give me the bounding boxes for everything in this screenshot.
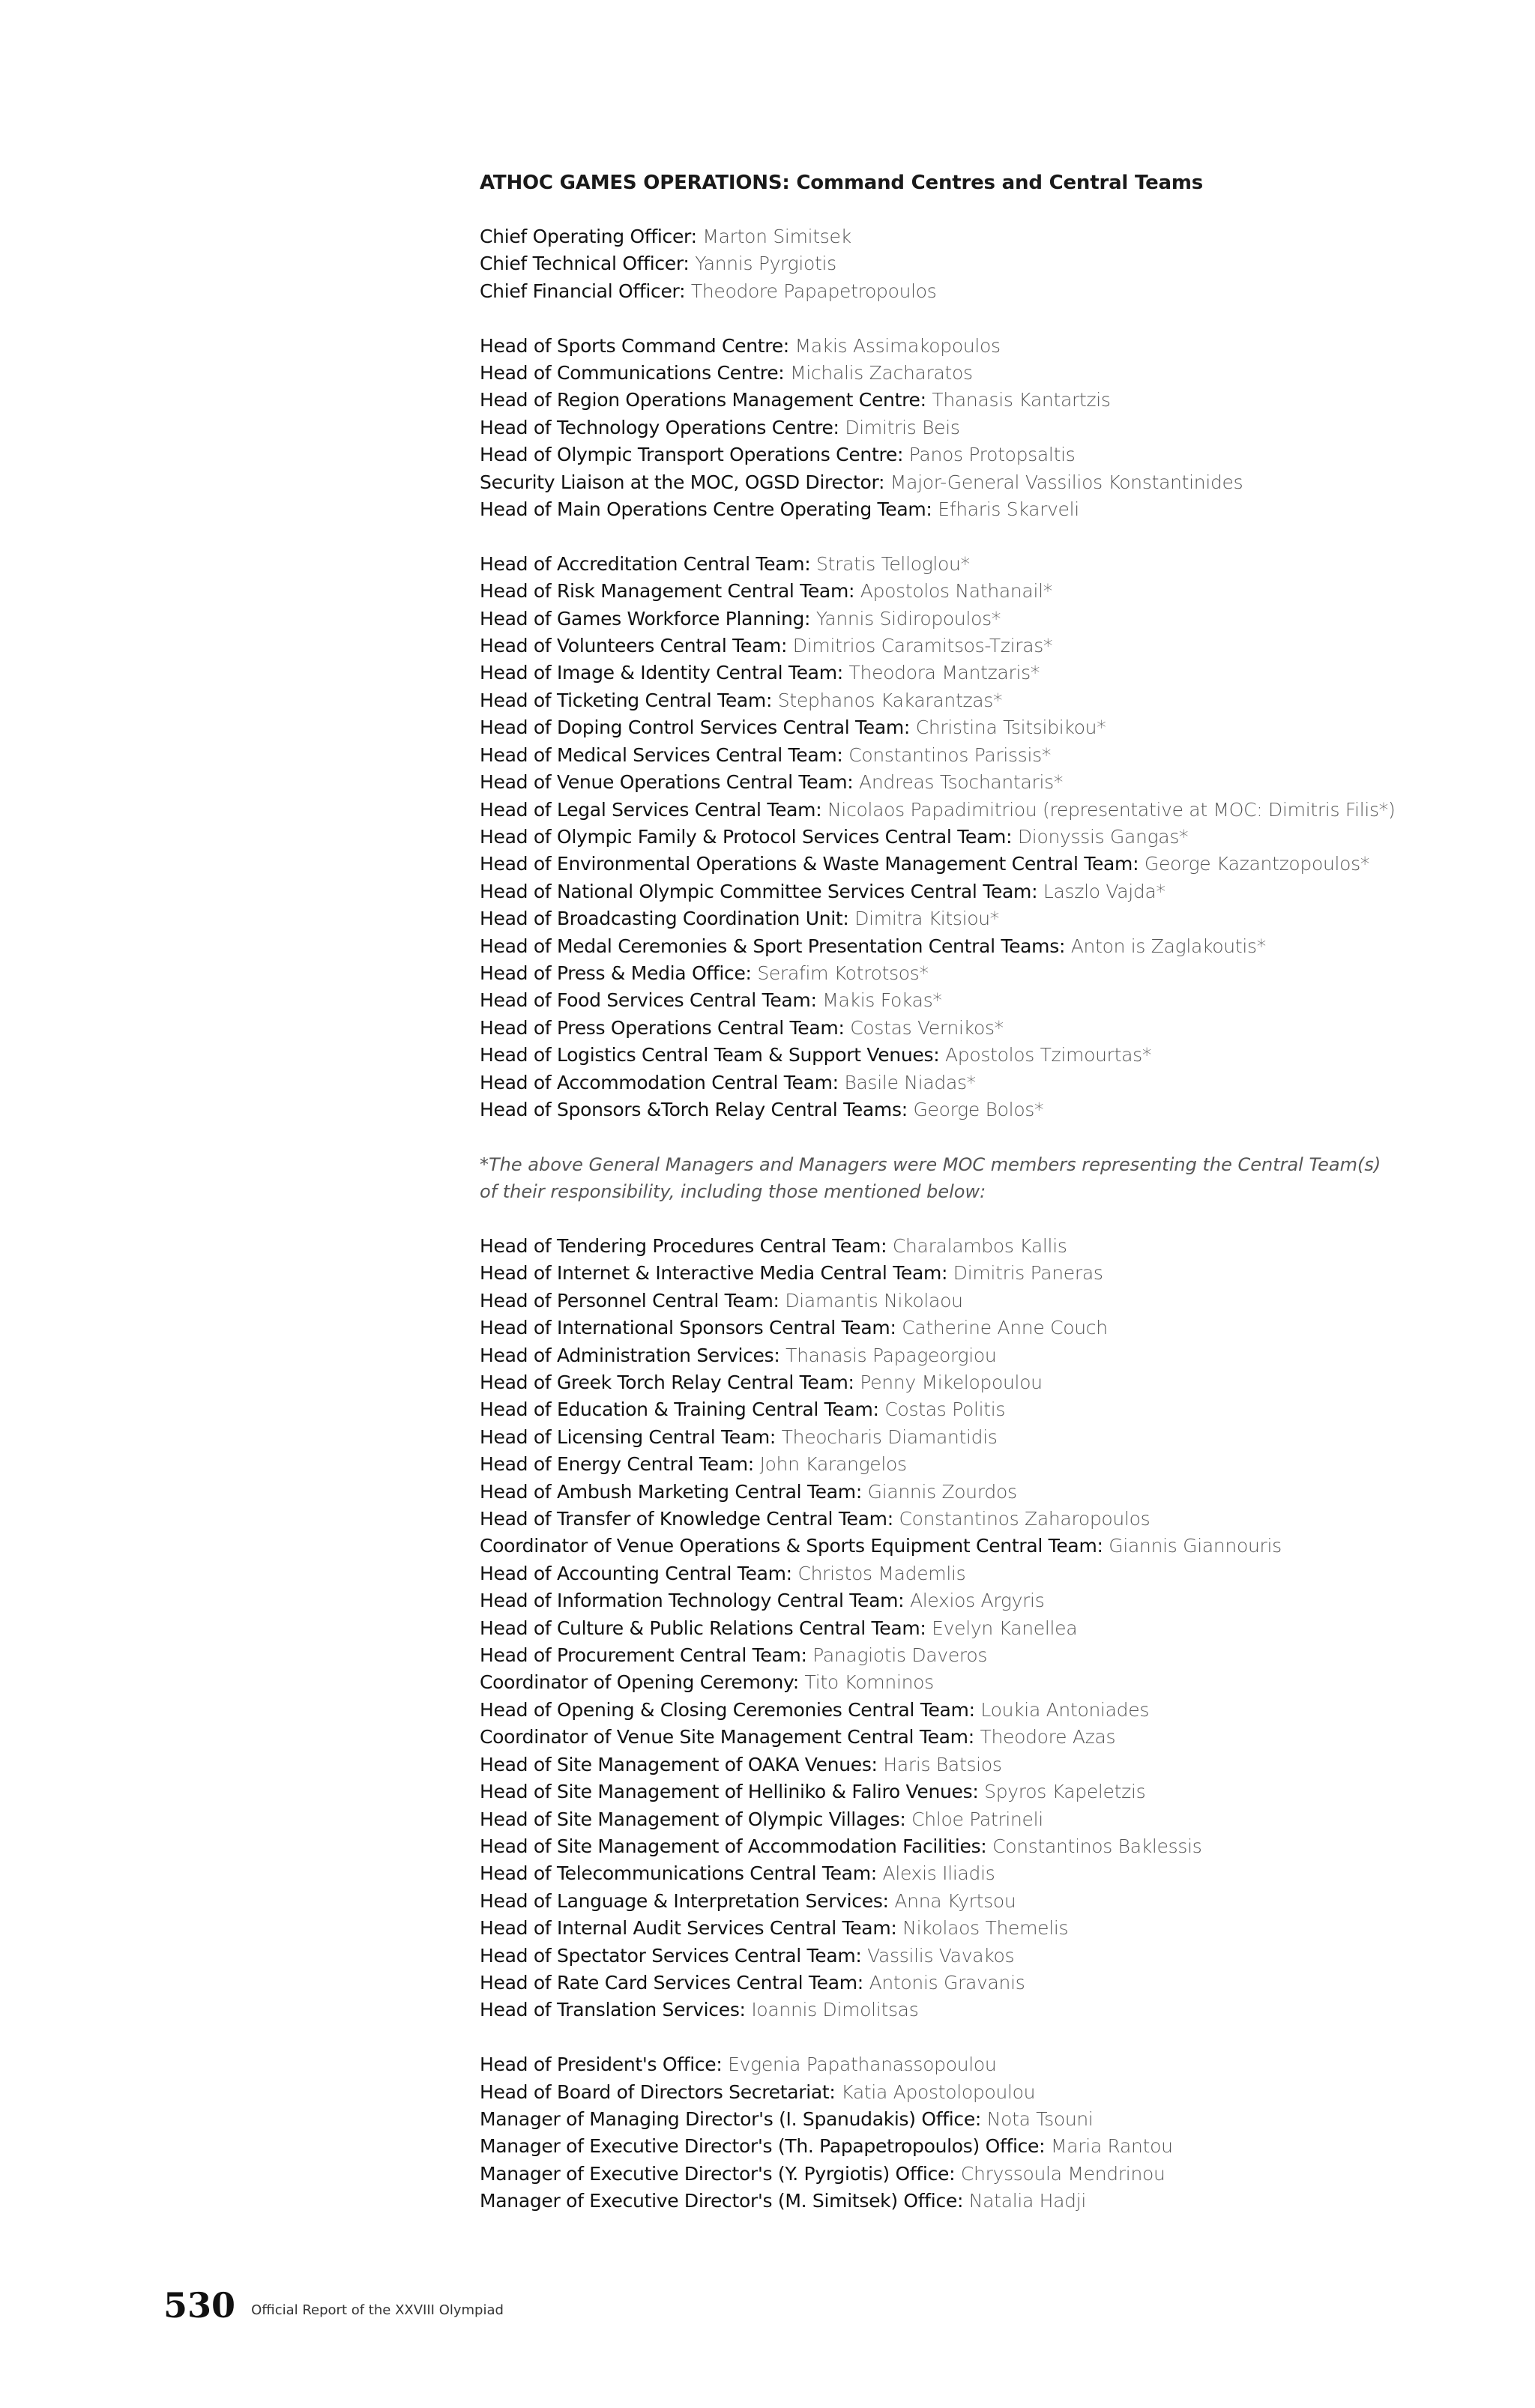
staff-entry bbox=[480, 2079, 1469, 2106]
staff-entry bbox=[480, 1233, 1469, 1260]
staff-role: Head of Culture & Public Relations Central Team: bbox=[480, 1617, 926, 1639]
staff-role: Head of Language & Interpretation Services: bbox=[480, 1889, 889, 1912]
staff-role: Head of Licensing Central Team: bbox=[480, 1425, 776, 1448]
staff-role: Security Liaison at the MOC, OGSD Director: bbox=[480, 471, 885, 493]
staff-role: Head of Site Management of Accommodation Facilities: bbox=[480, 1835, 987, 1857]
page-number: 530 bbox=[163, 2285, 236, 2326]
staff-name: Constantinos Zaharopoulos bbox=[899, 1508, 1151, 1530]
staff-role: Head of Communications Centre: bbox=[480, 362, 785, 384]
staff-entry bbox=[480, 1288, 1469, 1315]
staff-entry bbox=[480, 551, 1469, 578]
staff-role: Head of Ambush Marketing Central Team: bbox=[480, 1480, 862, 1503]
staff-entry bbox=[480, 660, 1469, 687]
staff-group bbox=[480, 223, 1469, 305]
staff-name: Christina Tsitsibikou* bbox=[915, 716, 1106, 739]
staff-name: Stephanos Kakarantzas* bbox=[777, 689, 1003, 711]
staff-name: Dionyssis Gangas* bbox=[1017, 825, 1189, 848]
staff-name: Evelyn Kanellea bbox=[932, 1617, 1078, 1639]
footnote-text: *The above General Managers and Managers were MOC members representing the Central Team(s) of their responsibility, including those mentioned below: bbox=[480, 1153, 1381, 1203]
staff-entry bbox=[480, 223, 1469, 250]
page-footer bbox=[163, 2283, 504, 2328]
staff-entry bbox=[480, 2188, 1469, 2215]
staff-name: Yannis Pyrgiotis bbox=[695, 253, 836, 275]
staff-role: Head of Image & Identity Central Team: bbox=[480, 662, 843, 684]
staff-entry bbox=[480, 1042, 1469, 1069]
staff-name: Serafim Kotrotsos* bbox=[757, 962, 929, 984]
staff-entry bbox=[480, 1669, 1469, 1696]
staff-entry bbox=[480, 278, 1469, 305]
staff-name: Alexios Argyris bbox=[909, 1590, 1045, 1612]
staff-name: Makis Assimakopoulos bbox=[794, 334, 1001, 357]
staff-name: Makis Fokas* bbox=[822, 989, 942, 1012]
staff-role: Head of Greek Torch Relay Central Team: bbox=[480, 1372, 854, 1393]
staff-role: Head of Internal Audit Services Central Team: bbox=[480, 1917, 897, 1940]
staff-name: Thanasis Kantartzis bbox=[932, 389, 1111, 411]
staff-name: Tito Komninos bbox=[804, 1671, 934, 1694]
staff-role: Head of Accreditation Central Team: bbox=[480, 552, 811, 575]
staff-name: Laszlo Vajda* bbox=[1043, 880, 1165, 902]
document-body bbox=[480, 169, 1469, 2242]
staff-entry bbox=[480, 578, 1469, 605]
staff-entry bbox=[480, 769, 1469, 796]
staff-role: Head of Sponsors &Torch Relay Central Teams: bbox=[480, 1098, 908, 1120]
staff-role: Head of Spectator Services Central Team: bbox=[480, 1944, 862, 1967]
staff-name: Costas Vernikos* bbox=[850, 1016, 1004, 1039]
staff-role: Head of Energy Central Team: bbox=[480, 1453, 754, 1476]
staff-entry bbox=[480, 1342, 1469, 1369]
staff-role: Head of Accommodation Central Team: bbox=[480, 1071, 839, 1093]
staff-name: Nikolaos Themelis bbox=[902, 1917, 1069, 1940]
staff-entry bbox=[480, 1069, 1469, 1096]
staff-name: Panagiotis Daveros bbox=[812, 1644, 988, 1667]
staff-role: Head of Information Technology Central Team: bbox=[480, 1590, 905, 1612]
staff-name: Costas Politis bbox=[884, 1398, 1006, 1421]
staff-name: Maria Rantou bbox=[1050, 2135, 1173, 2158]
staff-entry bbox=[480, 633, 1469, 660]
staff-role: Head of Olympic Family & Protocol Services Central Team: bbox=[480, 825, 1013, 848]
staff-role: Chief Financial Officer: bbox=[480, 280, 686, 302]
staff-group bbox=[480, 333, 1469, 524]
staff-name: Marton Simitsek bbox=[702, 226, 851, 247]
staff-role: Head of Translation Services: bbox=[480, 1999, 746, 2021]
staff-role: Head of Logistics Central Team & Support Venues: bbox=[480, 1044, 940, 1066]
staff-role: Head of Sports Command Centre: bbox=[480, 334, 789, 357]
staff-role: Head of Board of Directors Secretariat: bbox=[480, 2080, 836, 2103]
staff-role: Head of Site Management of Olympic Villages: bbox=[480, 1808, 906, 1830]
staff-role: Head of Press Operations Central Team: bbox=[480, 1016, 845, 1039]
staff-name: Panos Protopsaltis bbox=[908, 444, 1076, 466]
staff-entry bbox=[480, 2133, 1469, 2160]
staff-entry bbox=[480, 469, 1469, 496]
staff-role: Head of Site Management of OAKA Venues: bbox=[480, 1753, 878, 1775]
staff-entry bbox=[480, 1724, 1469, 1751]
staff-role: Coordinator of Venue Operations & Sports Equipment Central Team: bbox=[480, 1535, 1103, 1557]
staff-entry bbox=[480, 250, 1469, 277]
staff-name: Michalis Zacharatos bbox=[790, 362, 973, 384]
staff-role: Head of Ticketing Central Team: bbox=[480, 689, 773, 711]
staff-role: Coordinator of Opening Ceremony: bbox=[480, 1671, 799, 1694]
staff-entry bbox=[480, 1970, 1469, 1997]
staff-role: Head of Opening & Closing Ceremonies Central Team: bbox=[480, 1698, 975, 1721]
staff-name: Chryssoula Mendrinou bbox=[960, 2162, 1165, 2185]
staff-role: Manager of Executive Director's (Th. Papapetropoulos) Office: bbox=[480, 2135, 1046, 2158]
staff-entry bbox=[480, 1096, 1469, 1123]
staff-role: Head of Venue Operations Central Team: bbox=[480, 771, 854, 794]
staff-role: Head of President's Office: bbox=[480, 2054, 723, 2076]
staff-role: Head of Tendering Procedures Central Team: bbox=[480, 1234, 887, 1257]
staff-name: Penny Mikelopoulou bbox=[860, 1372, 1043, 1393]
staff-entry bbox=[480, 1506, 1469, 1533]
staff-role: Manager of Managing Director's (I. Spanudakis) Office: bbox=[480, 2107, 982, 2130]
staff-name: Major-General Vassilios Konstantinides bbox=[890, 471, 1243, 493]
staff-role: Head of National Olympic Committee Services Central Team: bbox=[480, 880, 1038, 902]
staff-name: Evgenia Papathanassopoulou bbox=[728, 2054, 997, 2076]
staff-name: Antonis Gravanis bbox=[869, 1971, 1025, 1994]
staff-role: Manager of Executive Director's (M. Simitsek) Office: bbox=[480, 2190, 964, 2212]
staff-role: Head of Telecommunications Central Team: bbox=[480, 1862, 877, 1885]
staff-entry bbox=[480, 1778, 1469, 1805]
staff-role: Chief Operating Officer: bbox=[480, 226, 697, 247]
staff-name: Dimitrios Caramitsos-Tziras* bbox=[792, 635, 1053, 657]
staff-entry bbox=[480, 851, 1469, 878]
staff-entry bbox=[480, 987, 1469, 1014]
staff-entry bbox=[480, 1533, 1469, 1560]
staff-role: Head of Medal Ceremonies & Sport Presentation Central Teams: bbox=[480, 935, 1066, 957]
staff-entry bbox=[480, 960, 1469, 987]
staff-name: Natalia Hadji bbox=[968, 2190, 1087, 2212]
staff-role: Head of Environmental Operations & Waste Management Central Team: bbox=[480, 853, 1139, 875]
staff-entry bbox=[480, 414, 1469, 441]
staff-entry bbox=[480, 1888, 1469, 1915]
staff-role: Head of Personnel Central Team: bbox=[480, 1289, 779, 1312]
staff-role: Head of Procurement Central Team: bbox=[480, 1644, 807, 1667]
staff-name: Christos Mademlis bbox=[797, 1562, 966, 1584]
staff-role: Head of Accounting Central Team: bbox=[480, 1562, 792, 1584]
staff-entry bbox=[480, 496, 1469, 523]
staff-entry bbox=[480, 878, 1469, 905]
staff-entry bbox=[480, 1642, 1469, 1669]
staff-entry bbox=[480, 1560, 1469, 1587]
staff-name: Giannis Giannouris bbox=[1109, 1535, 1282, 1557]
staff-entry bbox=[480, 2051, 1469, 2078]
staff-name: John Karangelos bbox=[759, 1453, 907, 1476]
staff-entry bbox=[480, 1260, 1469, 1287]
staff-name: Anna Kyrtsou bbox=[894, 1889, 1016, 1912]
staff-entry bbox=[480, 333, 1469, 360]
staff-role: Head of Food Services Central Team: bbox=[480, 989, 817, 1012]
staff-role: Head of International Sponsors Central Team: bbox=[480, 1317, 896, 1339]
staff-role: Manager of Executive Director's (Y. Pyrgiotis) Office: bbox=[480, 2162, 956, 2185]
staff-name: Thanasis Papageorgiou bbox=[785, 1344, 997, 1366]
staff-entry bbox=[480, 2161, 1469, 2188]
staff-entry bbox=[480, 797, 1469, 824]
staff-name: Ioannis Dimolitsas bbox=[751, 1999, 919, 2021]
staff-entry bbox=[480, 933, 1469, 960]
staff-entry bbox=[480, 1369, 1469, 1396]
staff-entry bbox=[480, 1479, 1469, 1506]
staff-group bbox=[480, 551, 1469, 1124]
staff-entry bbox=[480, 360, 1469, 387]
staff-entry bbox=[480, 606, 1469, 633]
staff-entry bbox=[480, 742, 1469, 769]
staff-entry bbox=[480, 2106, 1469, 2133]
staff-role: Head of Risk Management Central Team: bbox=[480, 580, 855, 603]
staff-name: Theocharis Diamantidis bbox=[781, 1425, 998, 1448]
staff-entry bbox=[480, 1806, 1469, 1833]
staff-group bbox=[480, 2051, 1469, 2215]
staff-role: Coordinator of Venue Site Management Central Team: bbox=[480, 1726, 974, 1748]
staff-role: Head of Legal Services Central Team: bbox=[480, 798, 822, 821]
staff-name: Anton is Zaglakoutis* bbox=[1070, 935, 1266, 957]
staff-group bbox=[480, 1233, 1469, 2024]
staff-role: Head of Technology Operations Centre: bbox=[480, 416, 839, 438]
staff-role: Head of Site Management of Helliniko & Faliro Venues: bbox=[480, 1781, 979, 1803]
staff-role: Head of Broadcasting Coordination Unit: bbox=[480, 908, 849, 930]
staff-groups-secondary bbox=[480, 1233, 1469, 2215]
staff-entry bbox=[480, 687, 1469, 714]
staff-entry bbox=[480, 1615, 1469, 1642]
staff-entry bbox=[480, 1315, 1469, 1342]
staff-role: Head of Education & Training Central Team: bbox=[480, 1398, 879, 1421]
staff-name: Chloe Patrineli bbox=[911, 1808, 1043, 1830]
staff-entry bbox=[480, 714, 1469, 741]
staff-entry bbox=[480, 1915, 1469, 1942]
staff-role: Head of Doping Control Services Central Team: bbox=[480, 716, 911, 739]
staff-name: Dimitris Beis bbox=[845, 416, 960, 438]
staff-entry bbox=[480, 1451, 1469, 1478]
page-title: ATHOC GAMES OPERATIONS: Command Centres and Central Teams bbox=[480, 172, 1204, 194]
staff-role: Head of Press & Media Office: bbox=[480, 962, 752, 984]
staff-name: Theodore Azas bbox=[980, 1726, 1116, 1748]
staff-name: Loukia Antoniades bbox=[980, 1698, 1150, 1721]
staff-name: Haris Batsios bbox=[883, 1753, 1002, 1775]
staff-name: Constantinos Baklessis bbox=[992, 1835, 1202, 1857]
staff-name: Efharis Skarveli bbox=[938, 498, 1079, 521]
staff-role: Head of Administration Services: bbox=[480, 1344, 780, 1366]
staff-entry bbox=[480, 1424, 1469, 1451]
staff-name: Theodore Papapetropoulos bbox=[690, 280, 937, 302]
staff-entry bbox=[480, 905, 1469, 932]
staff-role: Head of Rate Card Services Central Team: bbox=[480, 1971, 863, 1994]
staff-name: Nicolaos Papadimitriou (representative at MOC: Dimitris Filis*) bbox=[827, 798, 1396, 821]
staff-name: Stratis Telloglou* bbox=[816, 552, 970, 575]
staff-name: Alexis Iliadis bbox=[882, 1862, 995, 1885]
staff-name: Andreas Tsochantaris* bbox=[859, 771, 1064, 794]
staff-role: Head of Main Operations Centre Operating Team: bbox=[480, 498, 932, 521]
staff-entry bbox=[480, 1015, 1469, 1042]
staff-role: Head of Volunteers Central Team: bbox=[480, 635, 788, 657]
staff-name: Dimitra Kitsiou* bbox=[854, 908, 999, 930]
staff-entry bbox=[480, 1396, 1469, 1423]
staff-entry bbox=[480, 1587, 1469, 1614]
staff-role: Head of Transfer of Knowledge Central Team: bbox=[480, 1508, 893, 1530]
staff-entry bbox=[480, 1751, 1469, 1778]
staff-name: Katia Apostolopoulou bbox=[841, 2080, 1036, 2103]
staff-name: Theodora Mantzaris* bbox=[848, 662, 1040, 684]
staff-name: Charalambos Kallis bbox=[892, 1234, 1067, 1257]
staff-name: Constantinos Parissis* bbox=[848, 743, 1052, 766]
staff-role: Head of Internet & Interactive Media Central Team: bbox=[480, 1262, 948, 1285]
staff-name: Basile Niadas* bbox=[844, 1071, 976, 1093]
staff-entry bbox=[480, 441, 1469, 468]
staff-role: Head of Region Operations Management Centre: bbox=[480, 389, 926, 411]
staff-name: Apostolos Tzimourtas* bbox=[944, 1044, 1152, 1066]
staff-name: George Bolos* bbox=[913, 1098, 1044, 1120]
staff-entry bbox=[480, 1697, 1469, 1724]
staff-name: George Kazantzopoulos* bbox=[1144, 853, 1370, 875]
staff-name: Spyros Kapeletzis bbox=[984, 1781, 1146, 1803]
staff-name: Diamantis Nikolaou bbox=[785, 1289, 963, 1312]
staff-name: Dimitris Paneras bbox=[953, 1262, 1103, 1285]
staff-entry bbox=[480, 1833, 1469, 1860]
staff-name: Yannis Sidiropoulos* bbox=[815, 607, 1001, 630]
staff-entry bbox=[480, 1943, 1469, 1970]
report-title: Official Report of the XXVIII Olympiad bbox=[251, 2302, 504, 2318]
staff-name: Giannis Zourdos bbox=[867, 1480, 1017, 1503]
staff-role: Head of Olympic Transport Operations Centre: bbox=[480, 444, 904, 466]
staff-role: Head of Games Workforce Planning: bbox=[480, 607, 811, 630]
staff-name: Vassilis Vavakos bbox=[867, 1944, 1015, 1967]
staff-groups-primary bbox=[480, 223, 1469, 1123]
staff-entry bbox=[480, 824, 1469, 851]
staff-role: Head of Medical Services Central Team: bbox=[480, 743, 843, 766]
staff-name: Apostolos Nathanail* bbox=[860, 580, 1052, 603]
staff-entry bbox=[480, 1860, 1469, 1887]
staff-name: Catherine Anne Couch bbox=[902, 1317, 1108, 1339]
staff-entry bbox=[480, 1997, 1469, 2024]
staff-entry bbox=[480, 387, 1469, 414]
staff-role: Chief Technical Officer: bbox=[480, 253, 690, 275]
staff-name: Nota Tsouni bbox=[986, 2107, 1094, 2130]
